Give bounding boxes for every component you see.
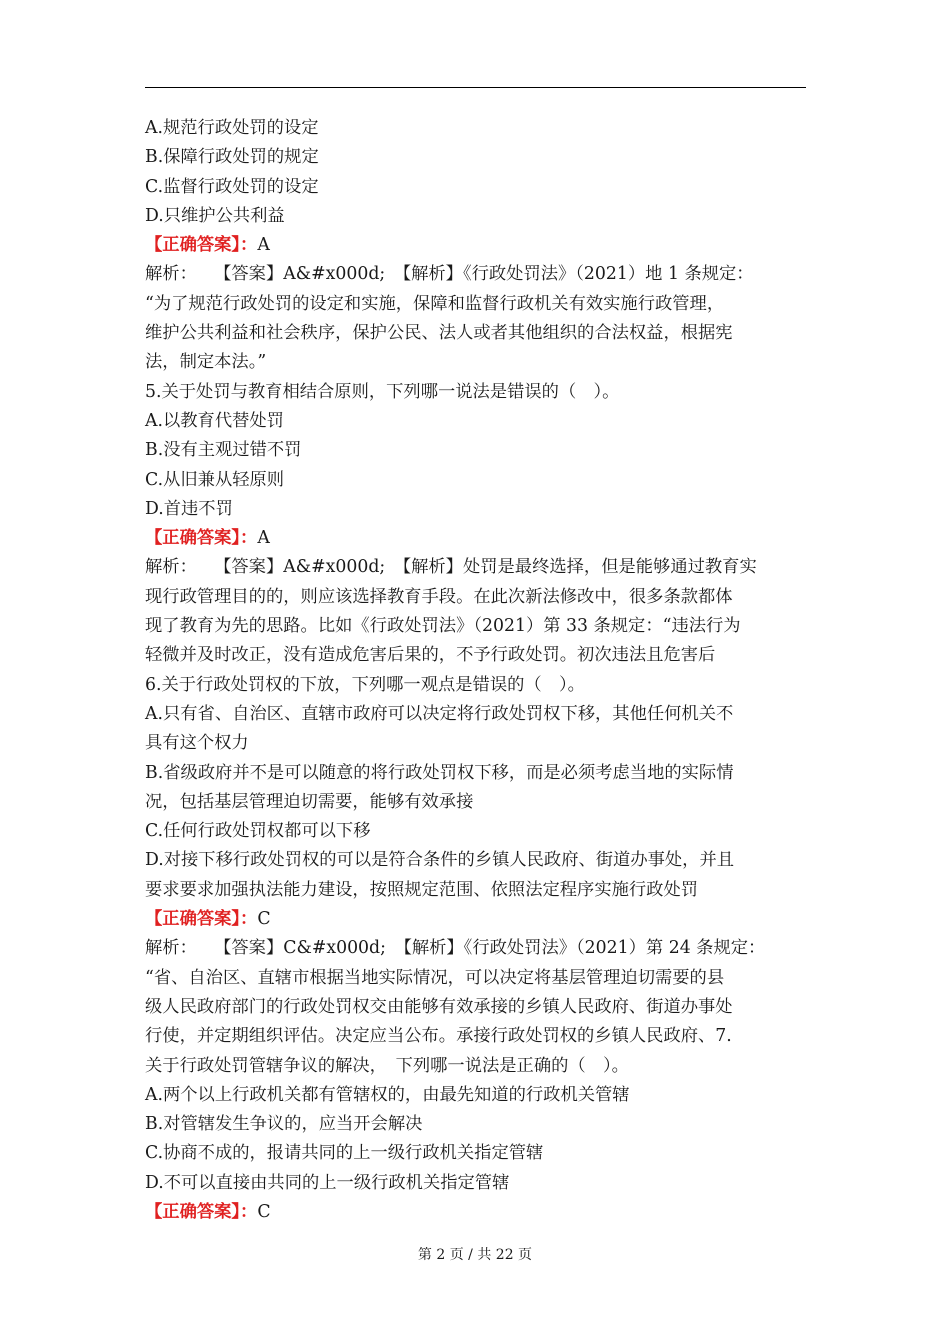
correct-answer-label: 【正确答案】： [145,909,258,930]
text-line: “省、自治区、直辖市根据当地实际情况，可以决定将基层管理迫切需要的县 [145,967,725,988]
correct-answer-value: C [257,909,271,930]
text-line: D.对接下移行政处罚权的可以是符合条件的乡镇人民政府、街道办事处，并且 [145,850,735,871]
correct-answer-label: 【正确答案】： [145,528,258,549]
correct-answer-label: 【正确答案】： [145,1201,258,1222]
text-line: C.任何行政处罚权都可以下移 [145,821,371,842]
text-line: A.两个以上行政机关都有管辖权的，由最先知道的行政机关管辖 [145,1084,630,1105]
text-line: B.没有主观过错不罚 [145,440,302,461]
text-line: 解析： 【答案】C&#x000d; 【解析】《行政处罚法》（2021）第 24 条规定： [145,938,766,959]
text-line: C.从旧兼从轻原则 [145,469,285,490]
text-line: 解析： 【答案】A&#x000d; 【解析】《行政处罚法》（2021）地 1 条规定： [145,264,754,285]
text-line: 法，制定本法。” [145,352,267,373]
correct-answer-line [145,524,807,553]
text-line: 行使，并定期组织评估。决定应当公布。承接行政处罚权的乡镇人民政府、7. [145,1026,732,1047]
text-line: B.对管辖发生争议的，应当开会解决 [145,1114,423,1135]
text-line: 要求要求加强执法能力建设，按照规定范围、依照法定程序实施行政处罚 [145,879,699,900]
text-line: 关于行政处罚管辖争议的解决， 下列哪一说法是正确的（ ）。 [145,1055,629,1076]
text-line: C.监督行政处罚的设定 [145,176,319,197]
text-line: 5.关于处罚与教育相结合原则，下列哪一说法是错误的（ ）。 [145,381,620,402]
correct-answer-value: C [257,1201,271,1222]
text-line: 6.关于行政处罚权的下放，下列哪一观点是错误的（ ）。 [145,674,585,695]
text-line: 现了教育为先的思路。比如《行政处罚法》（2021）第 33 条规定：“违法行为 [145,616,741,637]
text-line: C.协商不成的，报请共同的上一级行政机关指定管辖 [145,1143,544,1164]
text-line: 轻微并及时改正，没有造成危害后果的，不予行政处罚。初次违法且危害后 [145,645,716,666]
text-line: D.首违不罚 [145,498,233,519]
text-line: “为了规范行政处罚的设定和实施，保障和监督行政机关有效实施行政管理， [145,293,725,314]
correct-answer-label: 【正确答案】： [145,235,258,256]
text-line: 维护公共利益和社会秩序，保护公民、法人或者其他组织的合法权益，根据宪 [145,323,733,344]
text-line: 解析： 【答案】A&#x000d; 【解析】处罚是最终选择，但是能够通过教育实 [145,557,757,578]
text-line: A.以教育代替处罚 [145,410,284,431]
correct-answer-line [145,231,807,260]
text-line: 况，包括基层管理迫切需要，能够有效承接 [145,791,474,812]
text-line: A.规范行政处罚的设定 [145,118,319,138]
text-line: D.不可以直接由共同的上一级行政机关指定管辖 [145,1172,510,1193]
correct-answer-line [145,1198,807,1227]
correct-answer-value: A [257,235,270,256]
document-body [145,114,807,1227]
text-line: B.省级政府并不是可以随意的将行政处罚权下移，而是必须考虑当地的实际情 [145,762,734,783]
correct-answer-value: A [257,528,270,549]
header-rule [145,87,806,88]
text-line: 现行政管理目的的，则应该选择教育手段。在此次新法修改中，很多条款都体 [145,586,733,607]
text-line: 级人民政府部门的行政处罚权交由能够有效承接的乡镇人民政府、街道办事处 [145,996,733,1017]
text-line: B.保障行政处罚的规定 [145,147,319,168]
text-line: 具有这个权力 [145,733,249,754]
page-footer: 第 2 页 / 共 22 页 [417,1247,533,1263]
text-line: D.只维护公共利益 [145,205,285,226]
text-line: A.只有省、自治区、直辖市政府可以决定将行政处罚权下移，其他任何机关不 [145,703,734,724]
correct-answer-line [145,905,807,934]
